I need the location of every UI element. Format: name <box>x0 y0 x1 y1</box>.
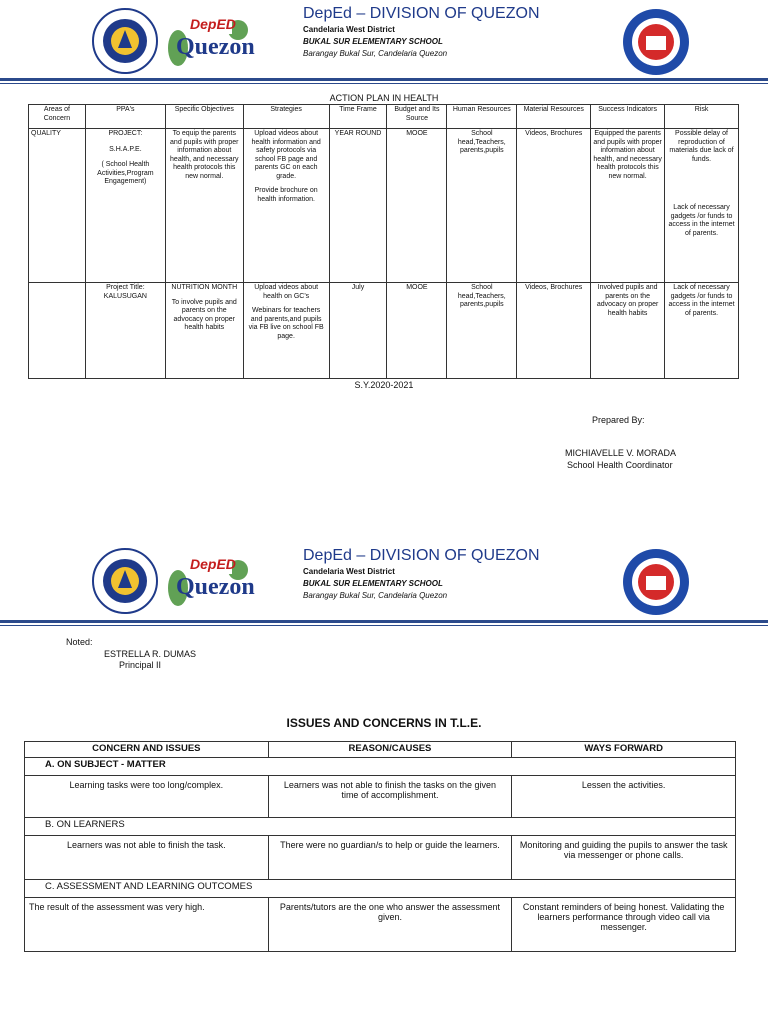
action-plan-header-row <box>29 105 739 129</box>
col-human: Human Resources <box>447 105 517 129</box>
row2-ppa-name: KALUSUGAN <box>103 292 147 300</box>
header-district: Candelaria West District <box>303 25 395 34</box>
row2-ppa-project: Project Title: <box>106 284 145 291</box>
table-row <box>29 283 739 379</box>
action-plan-table <box>28 104 739 379</box>
row2-objectives-title: NUTRITION MONTH <box>171 284 238 291</box>
row1-strategies <box>243 129 329 283</box>
concern-a: Learning tasks were too long/complex. <box>25 776 269 818</box>
deped-seal-logo <box>92 548 158 614</box>
section-row <box>25 818 736 836</box>
header-district: Candelaria West District <box>303 567 395 576</box>
quezon-logo <box>164 10 255 70</box>
header-rule <box>0 620 768 626</box>
section-label-c: C. ASSESSMENT AND LEARNING OUTCOMES <box>25 880 736 898</box>
section-row <box>25 880 736 898</box>
row2-success: Involved pupils and parents on the advocacy on proper health habits <box>591 283 665 379</box>
col-success: Success Indicators <box>591 105 665 129</box>
school-year: S.Y.2020-2021 <box>354 380 414 390</box>
noted-position: Principal II <box>119 660 162 670</box>
prepared-name: MICHIAVELLE V. MORADA <box>565 448 677 458</box>
row2-budget: MOOE <box>387 283 447 379</box>
quezon-logo-deped: DepED <box>190 16 236 32</box>
issues-col-reason: REASON/CAUSES <box>268 742 512 758</box>
header-school: BUKAL SUR ELEMENTARY SCHOOL <box>303 37 443 46</box>
header-title: DepEd – DIVISION OF QUEZON <box>303 547 540 564</box>
row2-objectives-text: To involve pupils and parents on the advocacy on proper health habits <box>171 298 237 331</box>
section-label-a: A. ON SUBJECT - MATTER <box>25 758 736 776</box>
action-plan-title: ACTION PLAN IN HEALTH <box>329 93 439 103</box>
section-label-b: B. ON LEARNERS <box>25 818 736 836</box>
issues-header-row <box>25 742 736 758</box>
reason-c: Parents/tutors are the one who answer the assessment given. <box>268 898 512 952</box>
row1-ppa-name: S.H.A.P.E. <box>109 145 142 153</box>
issues-table <box>24 741 736 952</box>
col-objectives: Specific Objectives <box>165 105 243 129</box>
quezon-logo-text: Quezon <box>176 574 255 600</box>
row1-risk-1: Possible delay of reproduction of materials due lack of funds. <box>669 130 734 163</box>
prepared-label: Prepared By: <box>592 415 645 425</box>
letterhead-bottom <box>0 540 768 620</box>
table-row <box>25 836 736 880</box>
issues-col-ways: WAYS FORWARD <box>512 742 736 758</box>
table-row <box>25 898 736 952</box>
col-material: Material Resources <box>517 105 591 129</box>
col-time-frame: Time Frame <box>329 105 387 129</box>
issues-title: ISSUES AND CONCERNS IN T.L.E. <box>286 716 482 730</box>
header-school: BUKAL SUR ELEMENTARY SCHOOL <box>303 579 443 588</box>
reason-a: Learners was not able to finish the tasks on the given time of accomplishment. <box>268 776 512 818</box>
row2-strategies-2: Webinars for teachers and parents,and pupils via FB live on school FB page. <box>248 307 324 340</box>
row1-time: YEAR ROUND <box>329 129 387 283</box>
ways-a: Lessen the activities. <box>512 776 736 818</box>
header-address: Barangay Bukal Sur, Candelaria Quezon <box>303 49 448 58</box>
row2-strategies <box>243 283 329 379</box>
row2-risk: Lack of necessary gadgets /or funds to access in the internet of parents. <box>665 283 739 379</box>
row2-material: Videos, Brochures <box>517 283 591 379</box>
school-seal-logo <box>622 8 690 76</box>
concern-c: The result of the assessment was very high. <box>25 898 269 952</box>
quezon-logo <box>164 550 255 610</box>
row1-risk-2: Lack of necessary gadgets /or funds to access in the internet of parents. <box>668 204 735 237</box>
section-row <box>25 758 736 776</box>
letterhead-top <box>0 0 768 80</box>
row1-human: School head,Teachers, parents,pupils <box>447 129 517 283</box>
concern-b: Learners was not able to finish the task. <box>25 836 269 880</box>
issues-col-concern: CONCERN AND ISSUES <box>25 742 269 758</box>
header-rule <box>0 78 768 84</box>
row2-strategies-1: Upload videos about health on GC's <box>254 284 319 300</box>
quezon-logo-text: Quezon <box>176 34 255 60</box>
col-areas: Areas of Concern <box>29 105 86 129</box>
header-address: Barangay Bukal Sur, Candelaria Quezon <box>303 591 448 600</box>
noted-label: Noted: <box>66 637 93 647</box>
row1-budget: MOOE <box>387 129 447 283</box>
row1-strategies-1: Upload videos about health information and safety protocols via school FB page and parents GC on each grade. <box>251 130 321 180</box>
reason-b: There were no guardian/s to help or guide the learners. <box>268 836 512 880</box>
row2-area <box>29 283 86 379</box>
row2-ppa <box>85 283 165 379</box>
table-row <box>29 129 739 283</box>
quezon-logo-deped: DepED <box>190 556 236 572</box>
row1-material: Videos, Brochures <box>517 129 591 283</box>
row2-human: School head,Teachers, parents,pupils <box>447 283 517 379</box>
row1-success: Equipped the parents and pupils with proper information about health, and necessary health protocols this new normal. <box>591 129 665 283</box>
col-ppas: PPA's <box>85 105 165 129</box>
header-title: DepEd – DIVISION OF QUEZON <box>303 5 540 22</box>
row1-objectives: To equip the parents and pupils with proper information about health, and necessary health protocols this new normal. <box>165 129 243 283</box>
deped-seal-logo <box>92 8 158 74</box>
table-row <box>25 776 736 818</box>
col-budget: Budget and Its Source <box>387 105 447 129</box>
row1-ppa-desc: ( School Health Activities,Program Engagement) <box>97 161 154 185</box>
row1-risk <box>665 129 739 283</box>
ways-b: Monitoring and guiding the pupils to answer the task via messenger or phone calls. <box>512 836 736 880</box>
prepared-position: School Health Coordinator <box>567 460 673 470</box>
row2-time: July <box>329 283 387 379</box>
row1-ppa-project: PROJECT: <box>108 130 143 137</box>
col-strategies: Strategies <box>243 105 329 129</box>
noted-name: ESTRELLA R. DUMAS <box>104 649 197 659</box>
row2-objectives <box>165 283 243 379</box>
row1-area: QUALITY <box>29 129 86 283</box>
col-risk: Risk <box>665 105 739 129</box>
school-seal-logo <box>622 548 690 616</box>
ways-c: Constant reminders of being honest. Validating the learners performance through video call via messenger. <box>512 898 736 952</box>
row1-ppa <box>85 129 165 283</box>
row1-strategies-2: Provide brochure on health information. <box>254 187 318 203</box>
